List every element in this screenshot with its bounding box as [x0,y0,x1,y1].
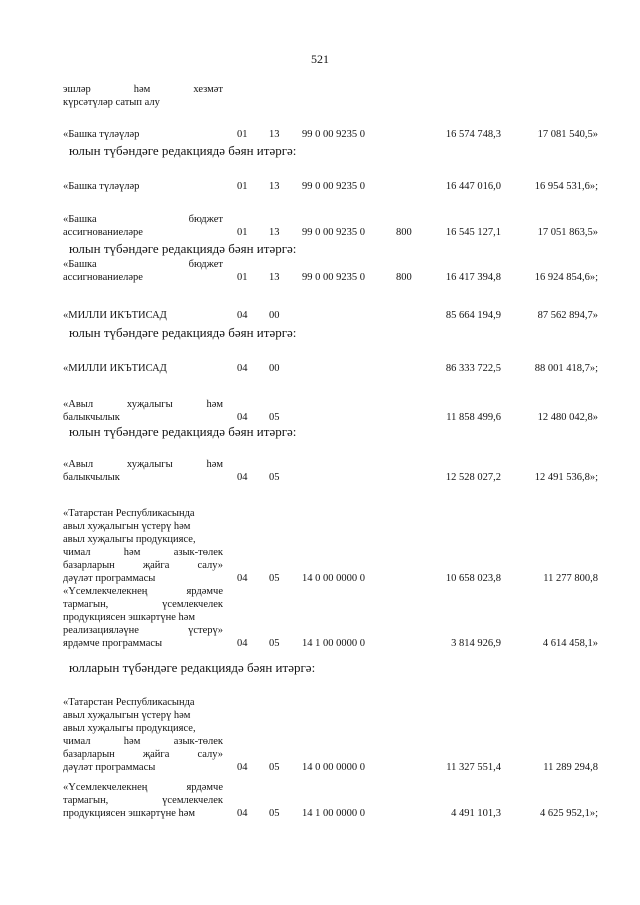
row-name [63,507,223,585]
target-article-code: 14 1 00 0000 0 [302,808,365,819]
amount-year-1: 16 447 016,0 [445,181,501,192]
amount-year-1: 11 858 499,6 [446,412,501,423]
name-line: балыкчылык [63,412,120,423]
amount-year-1: 16 545 127,1 [445,227,501,238]
subsection-code: 05 [269,412,280,423]
amount-year-1: 85 664 194,9 [445,310,501,321]
amount-year-2: 88 001 418,7»; [534,363,598,374]
name-line: «Башка түләүләр [63,129,140,140]
section-code: 01 [237,227,248,238]
target-article-code: 14 1 00 0000 0 [302,638,365,649]
amount-year-1: 86 333 722,5 [445,363,501,374]
name-line: продукциясен эшкәртүне һәм [63,612,196,623]
amount-year-2: 17 081 540,5» [537,129,598,140]
section-code: 01 [237,181,248,192]
name-line: «Үсемлекчелекнең ярдәмче [63,586,223,597]
name-line: авыл хуҗалыгы продукциясе, [63,723,196,734]
amount-year-1: 16 574 748,3 [445,129,501,140]
subsection-code: 05 [269,472,280,483]
row-name [63,585,223,650]
name-line: эшләр һәм хезмәт [63,84,223,95]
amount-year-1: 4 491 101,3 [451,808,501,819]
name-line: чимал һәм азык-төлек [63,547,223,558]
subsection-code: 13 [269,227,280,238]
section-code: 01 [237,272,248,283]
name-line: базарларын җайга салу» [63,560,223,571]
name-line: «МИЛЛИ ИКЪТИСАД [63,363,167,374]
name-line: «Башка түләүләр [63,181,140,192]
name-line: тармагын, үсемлекчелек [63,795,223,806]
section-code: 04 [237,762,248,773]
name-line: ярдәмче программасы [63,638,163,649]
row-name [63,180,223,193]
amount-year-1: 12 528 027,2 [445,472,501,483]
subsection-code: 05 [269,762,280,773]
amount-year-1: 10 658 023,8 [445,573,501,584]
section-code: 04 [237,573,248,584]
row-name [63,362,223,375]
instruction-text: юлын түбәндәге редакциядә бәян итәргә: [69,241,297,256]
name-line: «Татарстан Республикасында [63,697,195,708]
name-line: дәүләт программасы [63,573,156,584]
section-code: 04 [237,310,248,321]
subsection-code: 13 [269,272,280,283]
name-line: ассигнованиеләре [63,272,143,283]
target-article-code: 14 0 00 0000 0 [302,573,365,584]
target-article-code: 14 0 00 0000 0 [302,762,365,773]
subsection-code: 05 [269,573,280,584]
row-name [63,213,223,239]
amount-year-2: 16 924 854,6»; [534,272,598,283]
amount-year-2: 16 954 531,6»; [534,181,598,192]
name-line: дәүләт программасы [63,762,156,773]
name-line: продукциясен эшкәртүне һәм [63,808,196,819]
row-name [63,781,223,820]
name-line: балыкчылык [63,472,120,483]
amount-year-2: 12 480 042,8» [537,412,598,423]
instruction-text: юлларын түбәндәге редакциядә бәян итәргә: [69,660,316,675]
name-line: «МИЛЛИ ИКЪТИСАД [63,310,167,321]
row-name [63,458,223,484]
amount-year-2: 11 289 294,8 [543,762,598,773]
name-line: «Башка бюджет [63,259,223,270]
subsection-code: 00 [269,363,280,374]
section-code: 01 [237,129,248,140]
name-line: тармагын, үсемлекчелек [63,599,223,610]
amount-year-2: 87 562 894,7» [537,310,598,321]
subsection-code: 13 [269,181,280,192]
section-code: 04 [237,363,248,374]
page-number: 521 [311,52,329,66]
target-article-code: 99 0 00 9235 0 [302,181,365,192]
amount-year-1: 11 327 551,4 [446,762,501,773]
name-line: ассигнованиеләре [63,227,143,238]
row-name [63,696,223,774]
name-line: авыл хуҗалыгы продукциясе, [63,534,196,545]
row-name [63,258,223,284]
expense-type-code: 800 [396,272,412,283]
name-line: реализацияләүне үстерү» [63,625,223,636]
subsection-code: 13 [269,129,280,140]
name-line: «Үсемлекчелекнең ярдәмче [63,782,223,793]
row-name [63,128,223,141]
section-code: 04 [237,472,248,483]
amount-year-2: 12 491 536,8»; [534,472,598,483]
section-code: 04 [237,808,248,819]
text-block [63,83,223,109]
amount-year-1: 3 814 926,9 [451,638,501,649]
name-line: «Авыл хуҗалыгы һәм [63,399,223,410]
name-line: «Авыл хуҗалыгы һәм [63,459,223,470]
amount-year-1: 16 417 394,8 [445,272,501,283]
amount-year-2: 17 051 863,5» [537,227,598,238]
subsection-code: 00 [269,310,280,321]
instruction-text: юлын түбәндәге редакциядә бәян итәргә: [69,325,297,340]
name-line: авыл хуҗалыгын үстерү һәм [63,521,191,532]
name-line: авыл хуҗалыгын үстерү һәм [63,710,191,721]
amount-year-2: 4 614 458,1» [542,638,598,649]
row-name [63,398,223,424]
amount-year-2: 11 277 800,8 [543,573,598,584]
subsection-code: 05 [269,808,280,819]
instruction-text: юлын түбәндәге редакциядә бәян итәргә: [69,424,297,439]
target-article-code: 99 0 00 9235 0 [302,227,365,238]
name-line: «Татарстан Республикасында [63,508,195,519]
target-article-code: 99 0 00 9235 0 [302,129,365,140]
section-code: 04 [237,638,248,649]
name-line: базарларын җайга салу» [63,749,223,760]
section-code: 04 [237,412,248,423]
subsection-code: 05 [269,638,280,649]
amount-year-2: 4 625 952,1»; [539,808,598,819]
instruction-text: юлын түбәндәге редакциядә бәян итәргә: [69,143,297,158]
name-line: «Башка бюджет [63,214,223,225]
row-name [63,309,223,322]
expense-type-code: 800 [396,227,412,238]
target-article-code: 99 0 00 9235 0 [302,272,365,283]
name-line: күрсәтүләр сатып алу [63,97,160,108]
name-line: чимал һәм азык-төлек [63,736,223,747]
